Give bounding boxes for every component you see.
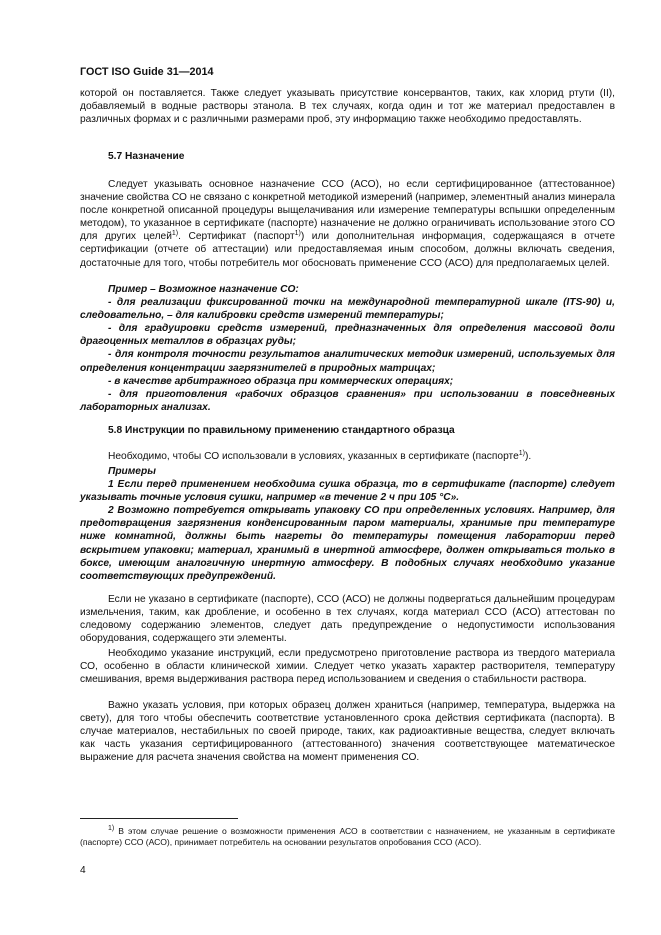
- page-number: 4: [80, 865, 86, 876]
- section-5-7-text-a: Следует указывать основное назначение ССО (АСО), но если сертифицированное (аттестованное) значение свойства СО не связано с конкретной методикой измерений (например, элементный анализ минерала после конкретной описанной процедуры выщелачивания или измерение температуры вспышки определенным методом), то указанное в сертификате (паспорте) назначение не должно ограничивать использование этого СО для других целей: [80, 179, 615, 243]
- section-5-8-intro-end: ).: [524, 451, 532, 462]
- footnote-ref: 1): [171, 230, 179, 238]
- footnote-divider: [80, 818, 238, 819]
- examples-title: Примеры: [108, 466, 156, 477]
- section-5-8-paragraph-4: Важно указать условия, при которых образец должен храниться (например, температура, выдержка на свету), для того чтобы обеспечить соответствие установленного срока действия сертификата (паспорта). В случае материалов, нестабильных по своей природе, таких, как радиоактивные вещества, следует включать как часть указания сертифицированного (аттестованного) значения соответствующее математическое выражение для расчета значения свойства на момент применения СО.: [80, 700, 615, 764]
- section-5-8-paragraph-3: Необходимо указание инструкций, если предусмотрено приготовление раствора из твердого материала СО, особенно в области клинической химии. Следует четко указать характер растворителя, температуру смешивания, время выдерживания раствора перед использованием и сведения о стабильности раствора.: [80, 648, 615, 686]
- example-item: - для приготовления «рабочих образцов сравнения» при использовании в повседневных лабораторных анализах.: [80, 388, 615, 413]
- section-5-7-heading: 5.7 Назначение: [108, 151, 185, 162]
- section-5-8-heading: 5.8 Инструкции по правильному применению стандартного образца: [108, 425, 455, 436]
- example-1: 1 Если перед применением необходима сушка образца, то в сертификате (паспорте) следует указывать точные условия сушки, например «в течение 2 ч при 105 °С».: [80, 479, 615, 504]
- example-2: 2 Возможно потребуется открывать упаковку СО при определенных условиях. Например, для предотвращения загрязнения конденсированным паром материалы, хранимые при температуре ниже комнатной, должны быть нагреты до температуры помещения лаборатории перед вскрытием упаковки; материал, хранимый в инертной атмосфере, должен открываться только в боксе, имеющим аналогичную инертную атмосферу. В подобных случаях необходимо указание соответствующих предупреждений.: [80, 505, 615, 582]
- section-5-7-paragraph: [80, 178, 615, 270]
- section-5-8-intro: [80, 450, 615, 463]
- intro-paragraph: которой он поставляется. Также следует указывать присутствие консервантов, таких, как хлорид ртути (II), добавляемый в водные растворы этанола. В тех случаях, когда один и тот же материал предоставлен в различных формах и с различными размерами проб, эту информацию также необходимо предоставлять.: [80, 88, 615, 126]
- example-item: - для градуировки средств измерений, предназначенных для определения массовой доли драгоценных металлов в образцах руды;: [80, 323, 615, 348]
- example-item: - в качестве арбитражного образца при коммерческих операциях;: [108, 375, 454, 387]
- section-5-8-paragraph-2: Если не указано в сертификате (паспорте), ССО (АСО) не должны подвергаться дальнейшим процедурам измельчения, таким, как дробление, и особенно в тех случаях, когда материал ССО (АСО) аттестован по следовому содержанию элементов, следует дать предупреждение о недопустимости использования оборудования, содержащего эти элементы.: [80, 594, 615, 645]
- example-item: - для контроля точности результатов аналитических методик измерений, используемых для определения концентрации загрязнителей в природных матрицах;: [80, 349, 615, 374]
- section-5-7-text-c: ) или дополнительная информация, содержащаяся в отчете сертификации (отчете об аттестации) или предоставляемая иным способом, должны включать сведения, достаточные для того, чтобы потребитель мог обосновать применение ССО (АСО) для предполагаемых целей.: [80, 231, 615, 269]
- example-item: - для реализации фиксированной точки на международной температурной шкале (ITS-90) и, следовательно, – для калибровки средств измерений температуры;: [80, 297, 615, 322]
- footnote: [80, 826, 615, 848]
- footnote-ref: 1): [294, 230, 301, 238]
- section-5-8-examples: [80, 465, 615, 583]
- section-5-7-example: [80, 283, 615, 414]
- example-title: Пример – Возможное назначение СО:: [108, 284, 299, 295]
- footnote-mark: 1): [108, 825, 115, 832]
- document-header: ГОСТ ISO Guide 31—2014: [80, 66, 214, 78]
- section-5-7-text-b: . Сертификат (паспорт: [178, 231, 295, 243]
- section-5-8-intro-text: Необходимо, чтобы СО использовали в условиях, указанных в сертификате (паспорте: [108, 451, 519, 462]
- footnote-ref: 1): [518, 450, 525, 457]
- footnote-text: В этом случае решение о возможности применения АСО в соответствии с назначением, не указанным в сертификате (паспорте) ССО (АСО), принимает потребитель на основании результатов опробования ССО (АСО).: [80, 826, 615, 847]
